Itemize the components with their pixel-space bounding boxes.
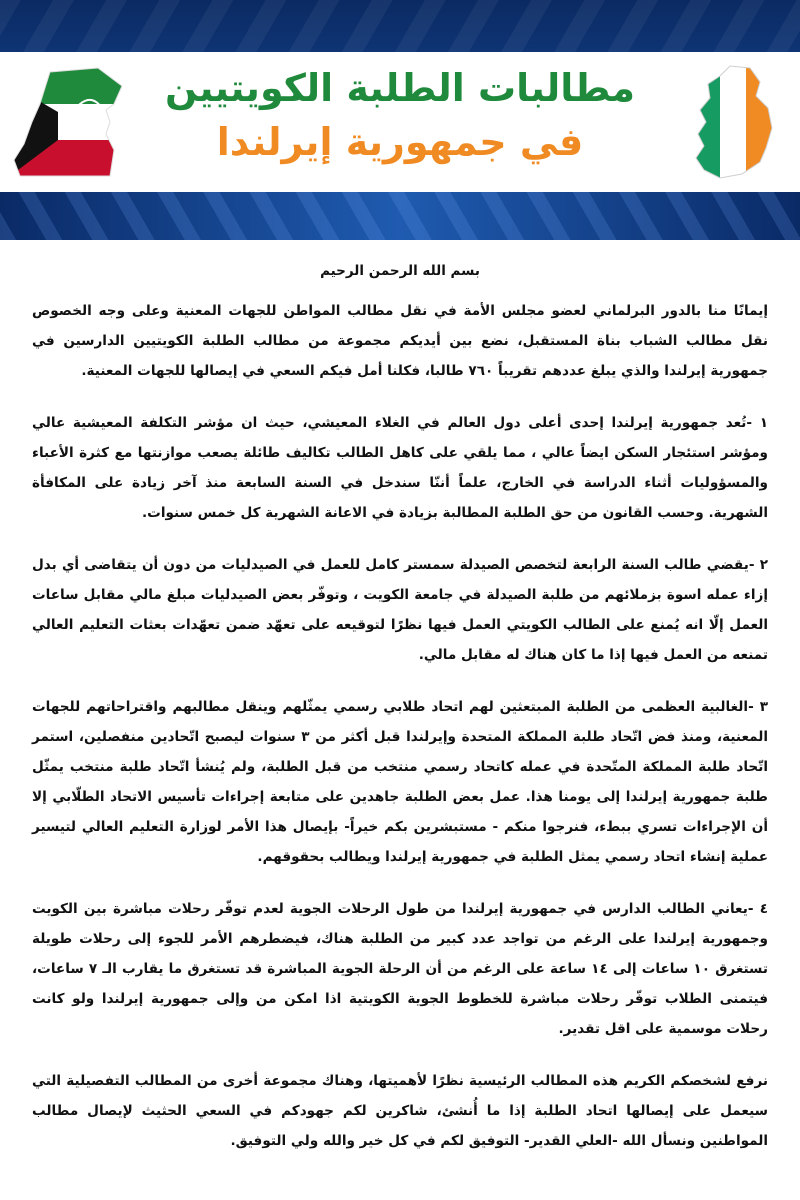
demand-1-paragraph: ١ -تُعد جمهورية إيرلندا إحدى أعلى دول العالم في الغلاء المعيشي، حيث ان مؤشر التكلفة المعيشية عالي ومؤشر استئجار السكن ايضاً عالي ، مما يلقي على كاهل الطالب تكاليف طائلة يصعب موازنتها مع كثرة الأعباء والمسؤوليات أثناء الدراسة في الخارج، علماً أننّا سندخل في السنة السابعة منذ آخر زيادة على المكافأة الشهرية. وحسب القانون من حق الطلبة المطالبة بزيادة في الاعانة الشهرية كل خمس سنوات. [32,415,768,521]
header-top-pattern [0,0,800,52]
kuwait-flag-map-icon [10,64,130,179]
header-banner [0,0,800,240]
intro-paragraph: إيمانًا منا بالدور البرلماني لعضو مجلس الأمة في نقل مطالب المواطن للجهات المعنية وعلى وجه الخصوص نقل مطالب الشباب بناة المستقبل، نضع بين أيديكم مجموعة من مطالب الطلبة الكويتيين الدارسين في جمهورية إيرلندا والذي يبلغ عددهم تقريباً ٧٦٠ طالبا، فكلنا أمل فيكم السعي في إيصالها للجهات المعنية. [32,303,768,379]
demand-4-paragraph: ٤ -يعاني الطالب الدارس في جمهورية إيرلندا من طول الرحلات الجوية لعدم توفّر رحلات مباشرة بين الكويت وجمهورية إيرلندا على الرغم من تواجد عدد كبير من الطلبة هناك، فيضطرهم الأمر للجوء إلى رحلات طويلة تستغرق ١٠ ساعات إلى ١٤ ساعة على الرغم من أن الرحلة الجوية المباشرة قد تستغرق ما يقارب الـ ٧ ساعات، فيتمنى الطلاب توفّر رحلات مباشرة للخطوط الجوية الكويتية اذا امكن من وإلى جمهورية إيرلندا ولو كانت رحلات موسمية على اقل تقدير. [32,901,768,1037]
demand-3-paragraph: ٣ -الغالبية العظمى من الطلبة المبتعثين لهم اتحاد طلابي رسمي يمثّلهم وينقل مطالبهم واقتراحاتهم للجهات المعنية، ومنذ فض اتّحاد طلبة المملكة المتحدة وإيرلندا قبل أكثر من ٣ سنوات ليصبح اتّحادين منفصلين، استمر اتّحاد طلبة المملكة المتّحدة في عمله كاتحاد رسمي منتخب من قبل الطلبة، ولم يُنشأ اتّحاد طلبة منتخب يمثّل طلبة جمهورية إيرلندا إلى يومنا هذا. عمل بعض الطلبة جاهدين على متابعة إجراءات تأسيس الاتحاد الطلّابي إلا أن الإجراءات تسري ببطء، فنرجوا منكم - مستبشرين بكم خيراً- بإيصال هذا الأمر لوزارة التعليم العالي لتيسير عملية إنشاء اتحاد رسمي يمثل الطلبة في جمهورية إيرلندا ويطالب بحقوقهم. [32,699,768,865]
basmala: بسم الله الرحمن الرحيم [320,263,480,279]
letter-body [32,256,768,1178]
page-title: مطالبات الطلبة الكويتيين [164,66,636,110]
header-bottom-pattern [0,192,800,240]
demand-2-paragraph: ٢ -يقضي طالب السنة الرابعة لتخصص الصيدلة سمستر كامل للعمل في الصيدليات من دون أن يتقاضى أي بدل إزاء عمله اسوة بزملائهم من طلبة الصيدلة في جامعة الكويت ، وتوفّر بعض الصيدليات مبلغ مالي مقابل ساعات العمل إلّا انه يُمنع على الطالب الكويتي العمل فيها نظرًا لتوقيعه على تعهّد ضمن تعهّدات بعثات التعليم العالي تمنعه من العمل فيها إذا ما كان هناك له مقابل مالي. [32,557,768,663]
page-subtitle: في جمهورية إيرلندا [216,120,584,164]
ireland-flag-map-icon [690,62,780,182]
closing-paragraph: نرفع لشخصكم الكريم هذه المطالب الرئيسية نظرًا لأهميتها، وهناك مجموعة أخرى من المطالب التفصيلية التي سيعمل على إيصالها اتحاد الطلبة إذا ما أُنشئ، شاكرين لكم جهودكم في السعي الحثيث لإيصال مطالب المواطنين ونسأل الله -العلي القدير- التوفيق لكم في كل خير والله ولي التوفيق. [32,1073,768,1149]
